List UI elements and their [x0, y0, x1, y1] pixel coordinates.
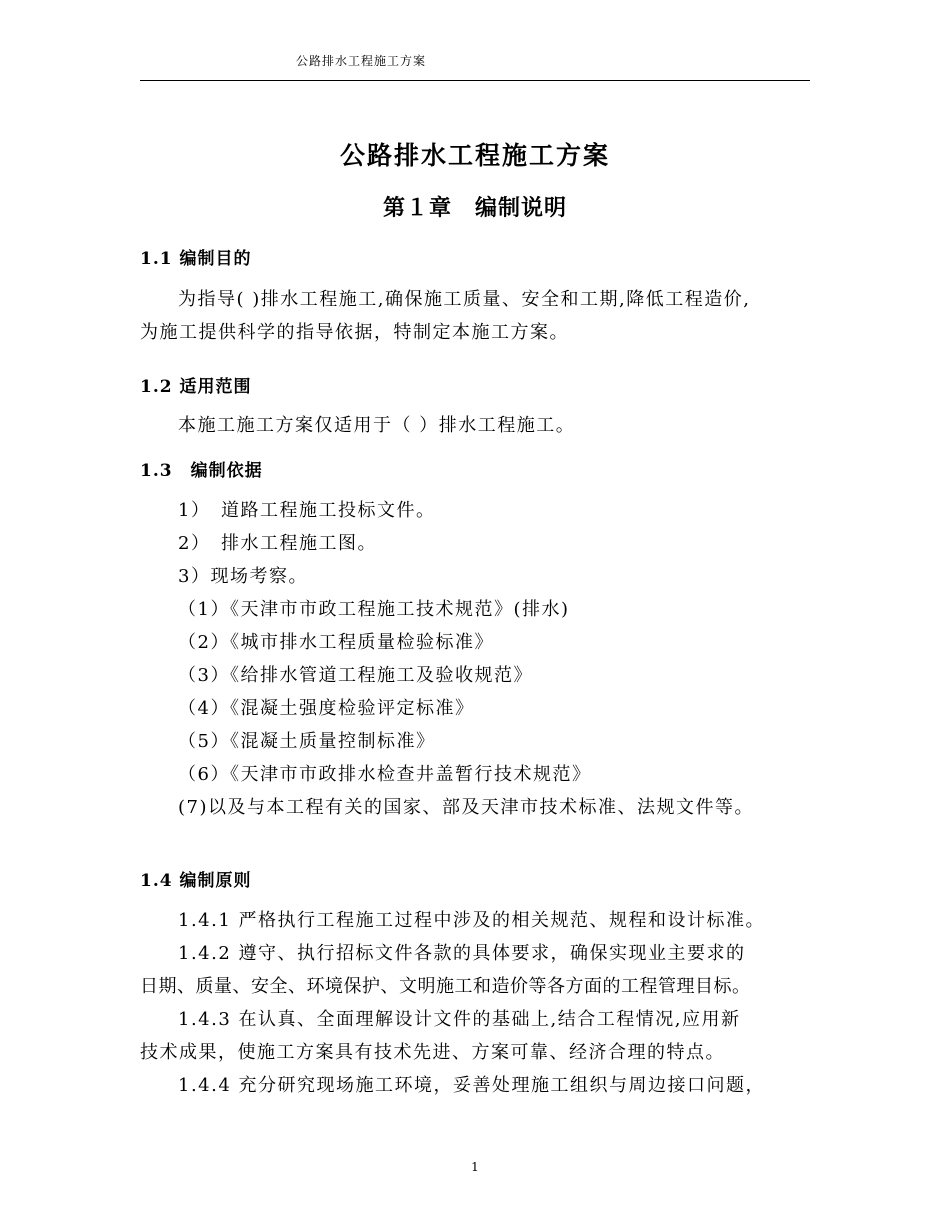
- section-heading-1-3: 1.3 编制依据: [140, 461, 263, 481]
- paragraph-line: 1.4.4 充分研究现场施工环境，妥善处理施工组织与周边接口问题，: [178, 1075, 766, 1096]
- paragraph-line: 为施工提供科学的指导依据，特制定本施工方案。: [140, 322, 569, 343]
- paragraph-line: 技术成果，使施工方案具有技术先进、方案可靠、经济合理的特点。: [140, 1042, 725, 1063]
- paragraph-line: 为指导( )排水工程施工,确保施工质量、安全和工期,降低工程造价,: [178, 289, 751, 310]
- list-item: （2）《城市排水工程质量检验标准》: [178, 632, 494, 653]
- list-item: （3）《给排水管道工程施工及验收规范》: [178, 665, 533, 686]
- chapter-title: 第１章 编制说明: [382, 195, 567, 221]
- list-item: 1） 道路工程施工投标文件。: [178, 500, 436, 521]
- section-heading-1-1: 1.1 编制目的: [140, 249, 252, 269]
- paragraph-line: 1.4.3 在认真、全面理解设计文件的基础上,结合工程情况,应用新: [178, 1009, 741, 1030]
- paragraph-line: 本施工施工方案仅适用于（ ）排水工程施工。: [178, 415, 576, 436]
- paragraph-line: 1.4.1 严格执行工程施工过程中涉及的相关规范、规程和设计标准。: [178, 910, 766, 931]
- paragraph-line: 日期、质量、安全、环境保护、文明施工和造价等各方面的工程管理目标。: [140, 976, 751, 997]
- list-item: （5）《混凝土质量控制标准》: [178, 731, 436, 752]
- list-item: （1）《天津市市政工程施工技术规范》(排水): [178, 599, 570, 620]
- list-item: (7)以及与本工程有关的国家、部及天津市技术标准、法规文件等。: [178, 797, 754, 818]
- section-heading-1-4: 1.4 编制原则: [140, 871, 252, 891]
- running-header: 公路排水工程施工方案: [296, 54, 427, 68]
- list-item: （6）《天津市市政排水检查井盖暂行技术规范》: [178, 764, 592, 785]
- document-title: 公路排水工程施工方案: [339, 141, 610, 170]
- paragraph-line: 1.4.2 遵守、执行招标文件各款的具体要求，确保实现业主要求的: [178, 943, 746, 964]
- page-number: 1: [471, 1160, 479, 1174]
- list-item: 3）现场考察。: [178, 566, 308, 587]
- list-item: （4）《混凝土强度检验评定标准》: [178, 698, 475, 719]
- header-rule: [140, 80, 810, 81]
- list-item: 2） 排水工程施工图。: [178, 533, 377, 554]
- section-heading-1-2: 1.2 适用范围: [140, 377, 252, 397]
